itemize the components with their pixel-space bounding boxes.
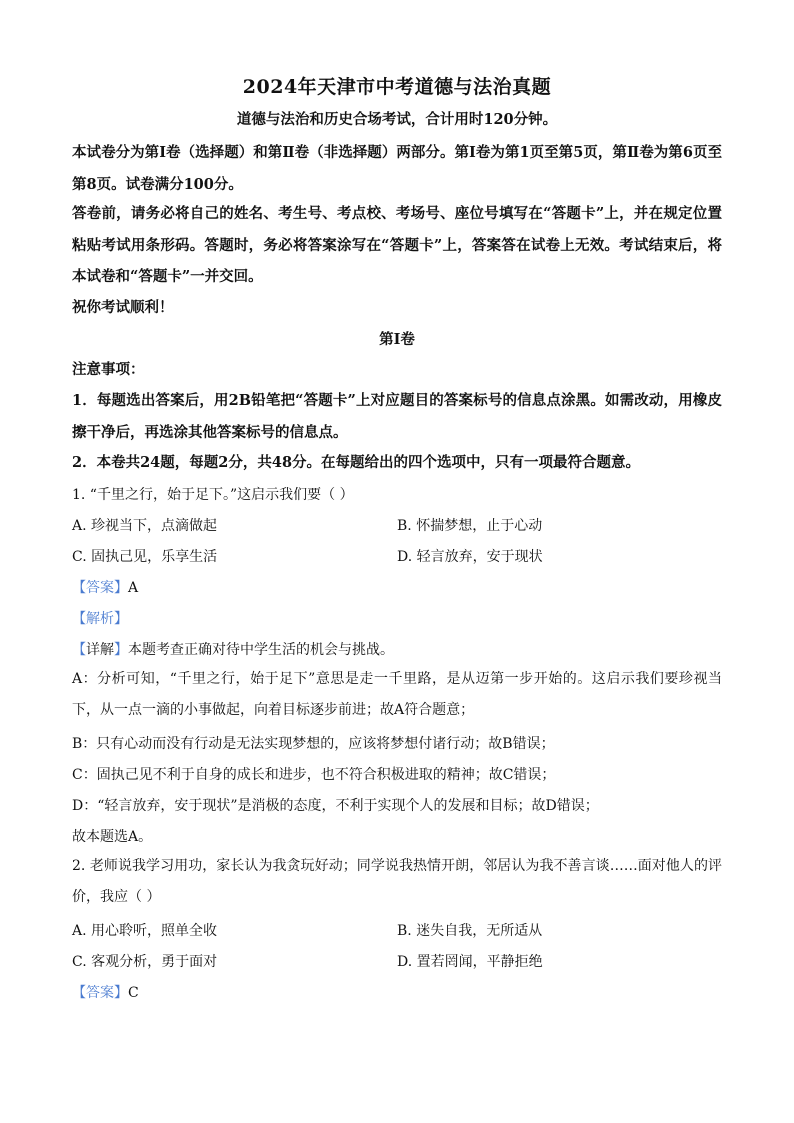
intro-paragraph-3: 祝你考试顺利！ xyxy=(72,299,174,316)
page-subtitle: 道德与法治和历史合场考试，合计用时120分钟。 xyxy=(236,111,558,128)
question-1-answer: 【答案】A xyxy=(72,580,139,596)
notice-item-1: 1．每题选出答案后，用2B铅笔把“答题卡”上对应题目的答案标号的信息点涂黑。如需改动，用橡皮擦干净后，再选涂其他答案标号的信息点。 xyxy=(72,392,722,441)
notice-item-2: 2．本卷共24题，每题2分，共48分。在每题给出的四个选项中，只有一项最符合题意。 xyxy=(72,454,641,471)
page-title: 2024年天津市中考道德与法治真题 xyxy=(242,76,552,98)
intro-paragraph-1: 本试卷分为第Ⅰ卷（选择题）和第Ⅱ卷（非选择题）两部分。第Ⅰ卷为第1页至第5页，第Ⅱ卷为第6页至第8页。试卷满分100分。 xyxy=(72,144,722,193)
question-1-analysis: 【解析】 xyxy=(72,611,128,627)
question-1-explain-b: B：只有心动而没有行动是无法实现梦想的，应该将梦想付诸行动；故B错误； xyxy=(72,736,555,752)
answer-label: 答案 xyxy=(86,985,114,1001)
analysis-label: 解析 xyxy=(86,611,114,627)
question-1-option-a: A. 珍视当下，点滴做起 xyxy=(72,518,218,534)
question-2-option-b: B. 迷失自我，无所适从 xyxy=(397,923,543,939)
intro-paragraph-2: 答卷前，请务必将自己的姓名、考生号、考点校、考场号、座位号填写在“答题卡”上，并在规定位置粘贴考试用条形码。答题时，务必将答案涂写在“答题卡”上，答案答在试卷上无效。考试结束后，将本试卷和“答题卡”一并交回。 xyxy=(72,205,722,285)
notice-title: 注意事项： xyxy=(72,361,145,378)
question-1-option-d: D. 轻言放弃，安于现状 xyxy=(397,549,543,565)
question-2-answer: 【答案】C xyxy=(72,985,139,1001)
answer-label: 答案 xyxy=(86,580,114,596)
question-2-stem: 2. 老师说我学习用功，家长认为我贪玩好动；同学说我热情开朗，邻居认为我不善言谈……面对他人的评价，我应（ ） xyxy=(72,858,722,905)
question-1-detail: 【详解】本题考查正确对待中学生活的机会与挑战。 xyxy=(72,642,394,658)
detail-label: 详解 xyxy=(86,642,114,658)
answer-value: C xyxy=(128,985,139,1001)
section-heading: 第Ⅰ卷 xyxy=(379,331,415,348)
question-2-option-c: C. 客观分析，勇于面对 xyxy=(72,954,218,970)
question-2-option-a: A. 用心聆听，照单全收 xyxy=(72,923,218,939)
question-1-stem: 1. “千里之行，始于足下。”这启示我们要（ ） xyxy=(72,487,354,503)
question-1-explain-d: D：“轻言放弃，安于现状”是消极的态度，不利于实现个人的发展和目标；故D错误； xyxy=(72,798,599,814)
question-1-option-c: C. 固执己见，乐享生活 xyxy=(72,549,218,565)
detail-text: 本题考查正确对待中学生活的机会与挑战。 xyxy=(128,642,394,658)
question-1-explain-a: A：分析可知，“千里之行，始于足下”意思是走一千里路，是从迈第一步开始的。这启示我们要珍视当下，从一点一滴的小事做起，向着目标逐步前进；故A符合题意； xyxy=(72,671,722,718)
question-1-explain-c: C：固执己见不利于自身的成长和进步，也不符合积极进取的精神；故C错误； xyxy=(72,767,556,783)
question-2-option-d: D. 置若罔闻，平静拒绝 xyxy=(397,954,543,970)
question-1-option-b: B. 怀揣梦想，止于心动 xyxy=(397,518,543,534)
answer-value: A xyxy=(128,580,139,596)
question-1-conclusion: 故本题选A。 xyxy=(72,829,153,845)
